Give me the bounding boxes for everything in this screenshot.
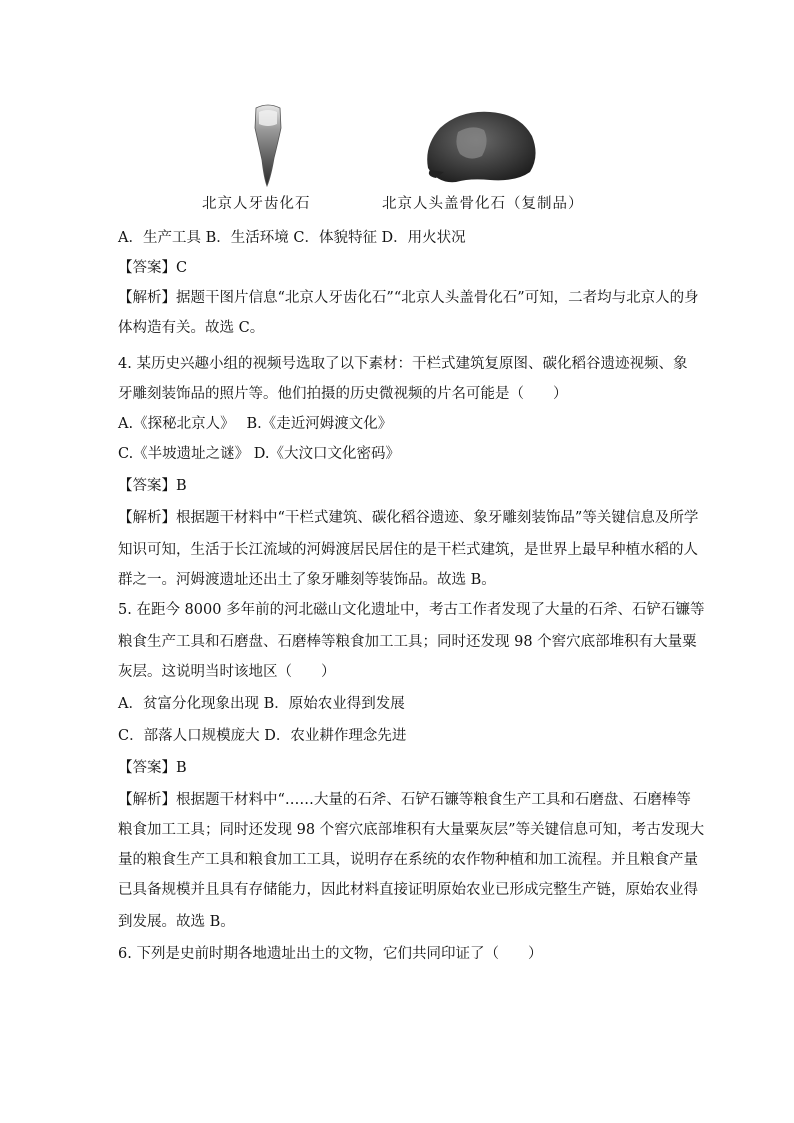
q4-options-line: C.《半坡遗址之谜》 D.《大汶口文化密码》 xyxy=(118,446,401,462)
q3-analysis-line: 【解析】据题干图片信息“北京人牙齿化石”“北京人头盖骨化石”可知，二者均与北京人的身 xyxy=(118,290,699,306)
q5-stem-line: 5. 在距今 8000 多年前的河北磁山文化遗址中，考古工作者发现了大量的石斧、石铲石镰等 xyxy=(118,602,705,618)
skull-caption: 北京人头盖骨化石（复制品） xyxy=(382,196,584,212)
q5-analysis-line: 量的粮食生产工具和粮食加工工具，说明存在系统的农作物种植和加工流程。并且粮食产量 xyxy=(118,852,698,868)
skull-fossil-image xyxy=(420,106,540,186)
tooth-caption: 北京人牙齿化石 xyxy=(202,196,311,212)
q4-stem-line: 牙雕刻装饰品的照片等。他们拍摄的历史微视频的片名可能是（ ） xyxy=(118,386,568,402)
q4-options-line: A.《探秘北京人》 B.《走近河姆渡文化》 xyxy=(118,416,393,432)
q5-analysis-line: 粮食加工工具；同时还发现 98 个窖穴底部堆积有大量粟灰层”等关键信息可知，考古发现大 xyxy=(118,822,705,838)
q5-analysis-line: 已具备规模并且具有存储能力，因此材料直接证明原始农业已形成完整生产链，原始农业得 xyxy=(118,882,698,898)
q3-options: A．生产工具 B．生活环境 C．体貌特征 D．用火状况 xyxy=(118,230,466,246)
q4-stem-line: 4. 某历史兴趣小组的视频号选取了以下素材：干栏式建筑复原图、碳化稻谷遗迹视频、象 xyxy=(118,356,688,372)
q4-analysis-line: 群之一。河姆渡遗址还出土了象牙雕刻等装饰品。故选 B。 xyxy=(118,572,496,588)
q5-answer: 【答案】B xyxy=(118,760,187,776)
q5-options-line: A．贫富分化现象出现 B．原始农业得到发展 xyxy=(118,696,405,712)
q5-stem-line: 灰层。这说明当时该地区（ ） xyxy=(118,664,336,680)
q3-analysis-line: 体构造有关。故选 C。 xyxy=(118,320,265,336)
q3-answer: 【答案】C xyxy=(118,260,188,276)
q5-stem-line: 粮食生产工具和石磨盘、石磨棒等粮食加工工具；同时还发现 98 个窖穴底部堆积有大量粟 xyxy=(118,634,697,650)
fossil-figure xyxy=(196,96,616,216)
q6-stem-line: 6. 下列是史前时期各地遗址出土的文物，它们共同印证了（ ） xyxy=(118,946,543,962)
tooth-fossil-image xyxy=(248,102,288,188)
q5-analysis-line: 到发展。故选 B。 xyxy=(118,914,235,930)
q4-answer: 【答案】B xyxy=(118,478,187,494)
q5-analysis-line: 【解析】根据题干材料中“……大量的石斧、石铲石镰等粮食生产工具和石磨盘、石磨棒等 xyxy=(118,792,691,808)
q5-options-line: C．部落人口规模庞大 D．农业耕作理念先进 xyxy=(118,728,407,744)
q4-analysis-line: 【解析】根据题干材料中“干栏式建筑、碳化稻谷遗迹、象牙雕刻装饰品”等关键信息及所学 xyxy=(118,510,699,526)
q4-analysis-line: 知识可知，生活于长江流域的河姆渡居民居住的是干栏式建筑，是世界上最早种植水稻的人 xyxy=(118,542,698,558)
